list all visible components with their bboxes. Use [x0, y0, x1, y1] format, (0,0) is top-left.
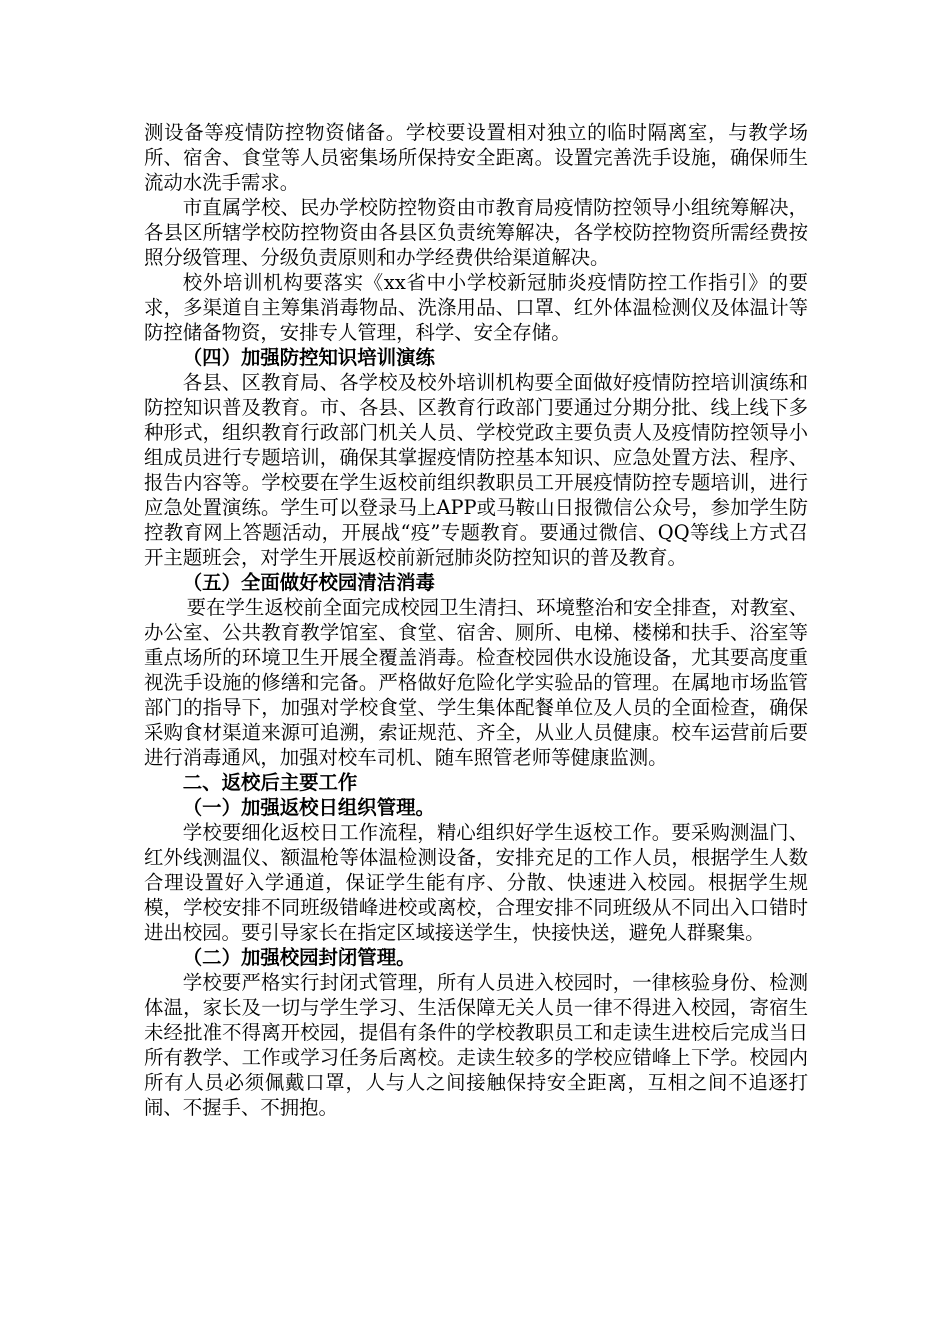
document-page [144, 120, 808, 1120]
section-heading-return-day: （一）加强返校日组织管理。 [182, 796, 435, 819]
paragraph-supplies-funding: 市直属学校、民办学校防控物资由市教育局疫情防控领导小组统筹解决，各县区所辖学校防控物资由各县区负责统筹解决，各学校防控物资所需经费按照分级管理、分级负责原则和办学经费供给渠道解决。 [144, 196, 808, 269]
paragraph-return-day: 学校要细化返校日工作流程，精心组织好学生返校工作。要采购测温门、红外线测温仪、额温枪等体温检测设备，安排充足的工作人员，根据学生人数合理设置好入学通道，保证学生能有序、分散、快速进入校园。根据学生规模，学校安排不同班级错峰进校或离校，合理安排不同班级从不同出入口错时进出校园。要引导家长在指定区域接送学生，快接快送，避免人群聚集。 [144, 821, 808, 944]
paragraph-disinfection: 要在学生返校前全面完成校园卫生清扫、环境整治和安全排查，对教室、办公室、公共教育教学馆室、食堂、宿舍、厕所、电梯、楼梯和扶手、浴室等重点场所的环境卫生开展全覆盖消毒。检查校园供水设施设备，尤其要高度重视洗手设施的修缮和完备。严格做好危险化学实验品的管理。在属地市场监管部门的指导下，加强对学校食堂、学生集体配餐单位及人员的全面检查，确保采购食材渠道来源可追溯，索证规范、齐全，从业人员健康。校车运营前后要进行消毒通风，加强对校车司机、随车照管老师等健康监测。 [144, 596, 808, 769]
paragraph-training-drills: 各县、区教育局、各学校及校外培训机构要全面做好疫情防控培训演练和防控知识普及教育。市、各县、区教育行政部门要通过分期分批、线上线下多种形式，组织教育行政部门机关人员、学校党政主要负责人及疫情防控领导小组成员进行专题培训，确保其掌握疫情防控基本知识、应急处置方法、程序、报告内容等。学校要在学生返校前组织教职员工开展疫情防控专题培训，进行应急处置演练。学生可以登录马上APP或马鞍山日报微信公众号，参加学生防控教育网上答题活动，开展战“疫”专题教育。要通过微信、QQ等线上方式召开主题班会，对学生开展返校前新冠肺炎防控知识的普及教育。 [144, 371, 808, 569]
section-heading-closed-management: （二）加强校园封闭管理。 [182, 946, 416, 969]
paragraph-continuation: 测设备等疫情防控物资储备。学校要设置相对独立的临时隔离室，与教学场所、宿舍、食堂等人员密集场所保持安全距离。设置完善洗手设施，确保师生流动水洗手需求。 [144, 121, 808, 194]
paragraph-closed-management: 学校要严格实行封闭式管理，所有人员进入校园时，一律核验身份、检测体温，家长及一切与学生学习、生活保障无关人员一律不得进入校园，寄宿生未经批准不得离开校园，提倡有条件的学校教职员工和走读生进校后完成当日所有教学、工作或学习任务后离校。走读生较多的学校应错峰上下学。校园内所有人员必须佩戴口罩，人与人之间接触保持安全距离，互相之间不追逐打闹、不握手、不拥抱。 [144, 971, 808, 1119]
paragraph-training-institutions: 校外培训机构要落实《xx省中小学校新冠肺炎疫情防控工作指引》的要求，多渠道自主筹集消毒物品、洗涤用品、口罩、红外体温检测仪及体温计等防控储备物资，安排专人管理，科学、安全存储。 [144, 271, 808, 344]
chapter-heading-after-return: 二、返校后主要工作 [182, 771, 358, 794]
section-heading-disinfection: （五）全面做好校园清洁消毒 [182, 571, 435, 594]
section-heading-training: （四）加强防控知识培训演练 [182, 346, 435, 369]
